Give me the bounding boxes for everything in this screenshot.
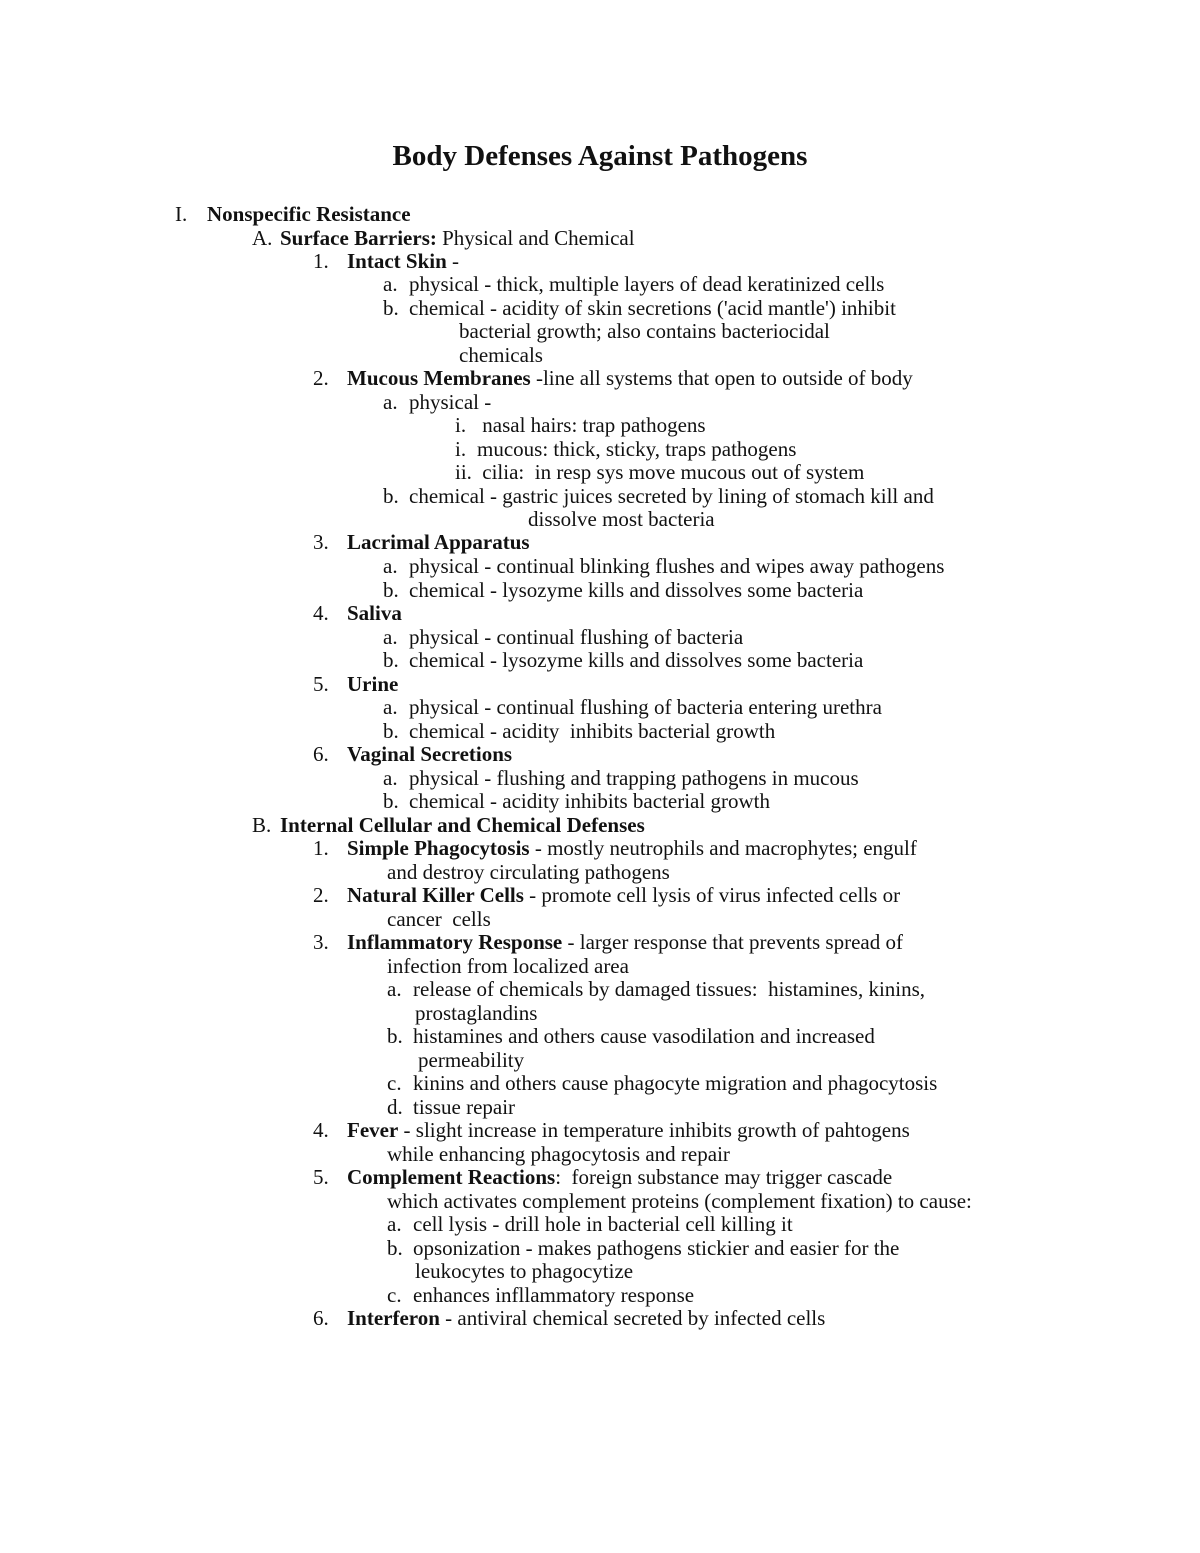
outline-text: and destroy circulating pathogens xyxy=(387,860,670,884)
outline-line xyxy=(387,1095,515,1119)
outline-line xyxy=(387,1024,875,1048)
outline-marker: 4. xyxy=(313,1118,329,1142)
outline-text: - slight increase in temperature inhibits growth of pahtogens xyxy=(398,1118,910,1142)
outline-text: physical - flushing and trapping pathogens in mucous xyxy=(409,766,859,790)
outline-line xyxy=(415,1001,537,1025)
outline-text: infection from localized area xyxy=(387,954,629,978)
outline-line xyxy=(528,507,715,531)
outline-marker: a. xyxy=(383,390,398,414)
outline-line xyxy=(313,836,917,860)
outline-text: - mostly neutrophils and macrophytes; engulf xyxy=(529,836,917,860)
outline-line xyxy=(387,954,629,978)
outline-line xyxy=(313,883,900,907)
outline-line xyxy=(175,202,411,226)
outline-line xyxy=(415,1259,633,1283)
outline-line xyxy=(387,1071,937,1095)
outline-marker: B. xyxy=(252,813,272,837)
outline-heading: Interferon xyxy=(347,1306,440,1330)
outline-text: release of chemicals by damaged tissues: histamines, kinins, xyxy=(413,977,926,1001)
outline-text: opsonization - makes pathogens stickier and easier for the xyxy=(413,1236,900,1260)
outline-heading: Saliva xyxy=(347,601,402,625)
outline-text: while enhancing phagocytosis and repair xyxy=(387,1142,730,1166)
outline-line xyxy=(252,813,645,837)
outline-marker: b. xyxy=(383,578,399,602)
outline-text: cell lysis - drill hole in bacterial cell killing it xyxy=(413,1212,793,1236)
outline-text: chemicals xyxy=(459,343,543,367)
outline-line xyxy=(387,977,925,1001)
outline-marker: b. xyxy=(383,484,399,508)
outline-marker: 1. xyxy=(313,836,329,860)
outline-marker: 2. xyxy=(313,883,329,907)
outline-marker: a. xyxy=(387,1212,402,1236)
outline-marker: 6. xyxy=(313,1306,329,1330)
outline-line xyxy=(455,460,864,484)
outline-text: chemical - acidity inhibits bacterial growth xyxy=(409,719,776,743)
outline-marker: b. xyxy=(383,296,399,320)
outline-line xyxy=(383,648,863,672)
outline-line xyxy=(459,343,543,367)
outline-heading: Mucous Membranes xyxy=(347,366,531,390)
outline-text: chemical - lysozyme kills and dissolves some bacteria xyxy=(409,648,864,672)
outline-text: leukocytes to phagocytize xyxy=(415,1259,634,1283)
outline-line xyxy=(313,742,512,766)
outline-text: cilia: in resp sys move mucous out of system xyxy=(477,460,865,484)
outline-heading: Natural Killer Cells xyxy=(347,883,524,907)
outline-text: enhances infllammatory response xyxy=(413,1283,695,1307)
outline-line xyxy=(387,860,670,884)
outline-line xyxy=(387,1236,899,1260)
outline-marker: b. xyxy=(383,648,399,672)
outline-marker: a. xyxy=(383,554,398,578)
outline-line xyxy=(383,766,859,790)
outline-line xyxy=(387,907,491,931)
outline-text: histamines and others cause vasodilation and increased xyxy=(413,1024,875,1048)
outline-marker: I. xyxy=(175,202,188,226)
outline-text: chemical - acidity of skin secretions ('acid mantle') inhibit xyxy=(409,296,896,320)
outline-marker: a. xyxy=(383,625,398,649)
outline-marker: 4. xyxy=(313,601,329,625)
outline-marker: c. xyxy=(387,1071,402,1095)
outline-line xyxy=(313,672,398,696)
outline-line xyxy=(455,413,706,437)
outline-marker: 5. xyxy=(313,1165,329,1189)
outline-heading: Intact Skin xyxy=(347,249,447,273)
outline-heading: Simple Phagocytosis xyxy=(347,836,530,860)
outline-line xyxy=(383,484,934,508)
outline-line xyxy=(383,719,775,743)
outline-line xyxy=(383,789,770,813)
outline-text: - larger response that prevents spread of xyxy=(562,930,903,954)
outline-heading: Urine xyxy=(347,672,399,696)
outline-text: chemical - gastric juices secreted by lining of stomach kill and xyxy=(409,484,934,508)
outline-line xyxy=(313,249,459,273)
outline-text: physical - thick, multiple layers of dead keratinized cells xyxy=(409,272,885,296)
outline-marker: d. xyxy=(387,1095,403,1119)
outline-marker: 2. xyxy=(313,366,329,390)
outline-line xyxy=(252,226,635,250)
outline-line xyxy=(387,1212,793,1236)
outline-line xyxy=(313,366,913,390)
outline-text: physical - continual blinking flushes and wipes away pathogens xyxy=(409,554,945,578)
outline-text: - promote cell lysis of virus infected cells or xyxy=(523,883,901,907)
outline-text: which activates complement proteins (complement fixation) to cause: xyxy=(387,1189,972,1213)
outline-heading: Internal Cellular and Chemical Defenses xyxy=(280,813,645,837)
outline-heading: Complement Reactions xyxy=(347,1165,556,1189)
outline-line xyxy=(313,601,402,625)
outline-line xyxy=(313,1118,910,1142)
outline-line xyxy=(383,695,882,719)
outline-text: physical - continual flushing of bacteria entering urethra xyxy=(409,695,882,719)
outline-text: nasal hairs: trap pathogens xyxy=(477,413,706,437)
outline-text: Physical and Chemical xyxy=(436,226,635,250)
outline-marker: A. xyxy=(252,226,273,250)
outline-line xyxy=(459,319,830,343)
outline-marker: 5. xyxy=(313,672,329,696)
outline-text: physical - xyxy=(409,390,492,414)
outline-text: - xyxy=(446,249,460,273)
outline-marker: b. xyxy=(383,789,399,813)
outline-marker: ii. xyxy=(455,460,472,484)
outline-text: tissue repair xyxy=(413,1095,516,1119)
outline-marker: b. xyxy=(387,1024,403,1048)
outline-text: permeability xyxy=(418,1048,525,1072)
outline-line xyxy=(313,1306,825,1330)
outline-line xyxy=(383,578,863,602)
outline-line xyxy=(383,625,743,649)
outline-text: cancer cells xyxy=(387,907,491,931)
outline-line xyxy=(383,296,896,320)
outline-marker: i. xyxy=(455,413,467,437)
outline-heading: Fever xyxy=(347,1118,399,1142)
outline-marker: b. xyxy=(383,719,399,743)
outline-text: chemical - acidity inhibits bacterial growth xyxy=(409,789,770,813)
outline-line xyxy=(383,272,884,296)
outline-heading: Surface Barriers: xyxy=(280,226,437,250)
outline-line xyxy=(455,437,796,461)
outline-marker: c. xyxy=(387,1283,402,1307)
outline-text: bacterial growth; also contains bacteriocidal xyxy=(459,319,830,343)
outline-marker: a. xyxy=(383,766,398,790)
outline-marker: a. xyxy=(387,977,402,1001)
outline-marker: 1. xyxy=(313,249,329,273)
document-title: Body Defenses Against Pathogens xyxy=(392,140,808,172)
outline-marker: b. xyxy=(387,1236,403,1260)
outline-marker: a. xyxy=(383,695,398,719)
outline-heading: Vaginal Secretions xyxy=(347,742,513,766)
outline-text: dissolve most bacteria xyxy=(528,507,715,531)
outline-line xyxy=(313,1165,892,1189)
outline-text: - antiviral chemical secreted by infected cells xyxy=(439,1306,826,1330)
outline-heading: Lacrimal Apparatus xyxy=(347,530,530,554)
outline-text: prostaglandins xyxy=(415,1001,538,1025)
outline-line xyxy=(313,530,530,554)
outline-line xyxy=(313,930,903,954)
outline-marker: i. xyxy=(455,437,467,461)
outline-line xyxy=(383,390,491,414)
outline-marker: 3. xyxy=(313,530,329,554)
outline-text: : foreign substance may trigger cascade xyxy=(555,1165,893,1189)
outline-heading: Nonspecific Resistance xyxy=(207,202,411,226)
outline-line xyxy=(383,554,944,578)
outline-text: kinins and others cause phagocyte migration and phagocytosis xyxy=(413,1071,938,1095)
outline-text: mucous: thick, sticky, traps pathogens xyxy=(477,437,797,461)
outline-line xyxy=(387,1142,730,1166)
outline-line xyxy=(387,1189,972,1213)
outline-line xyxy=(387,1283,694,1307)
outline-marker: a. xyxy=(383,272,398,296)
outline-heading: Inflammatory Response xyxy=(347,930,563,954)
outline-text: chemical - lysozyme kills and dissolves some bacteria xyxy=(409,578,864,602)
outline-text: physical - continual flushing of bacteria xyxy=(409,625,744,649)
outline-line xyxy=(418,1048,524,1072)
outline-marker: 6. xyxy=(313,742,329,766)
outline-marker: 3. xyxy=(313,930,329,954)
outline-text: -line all systems that open to outside of body xyxy=(530,366,913,390)
